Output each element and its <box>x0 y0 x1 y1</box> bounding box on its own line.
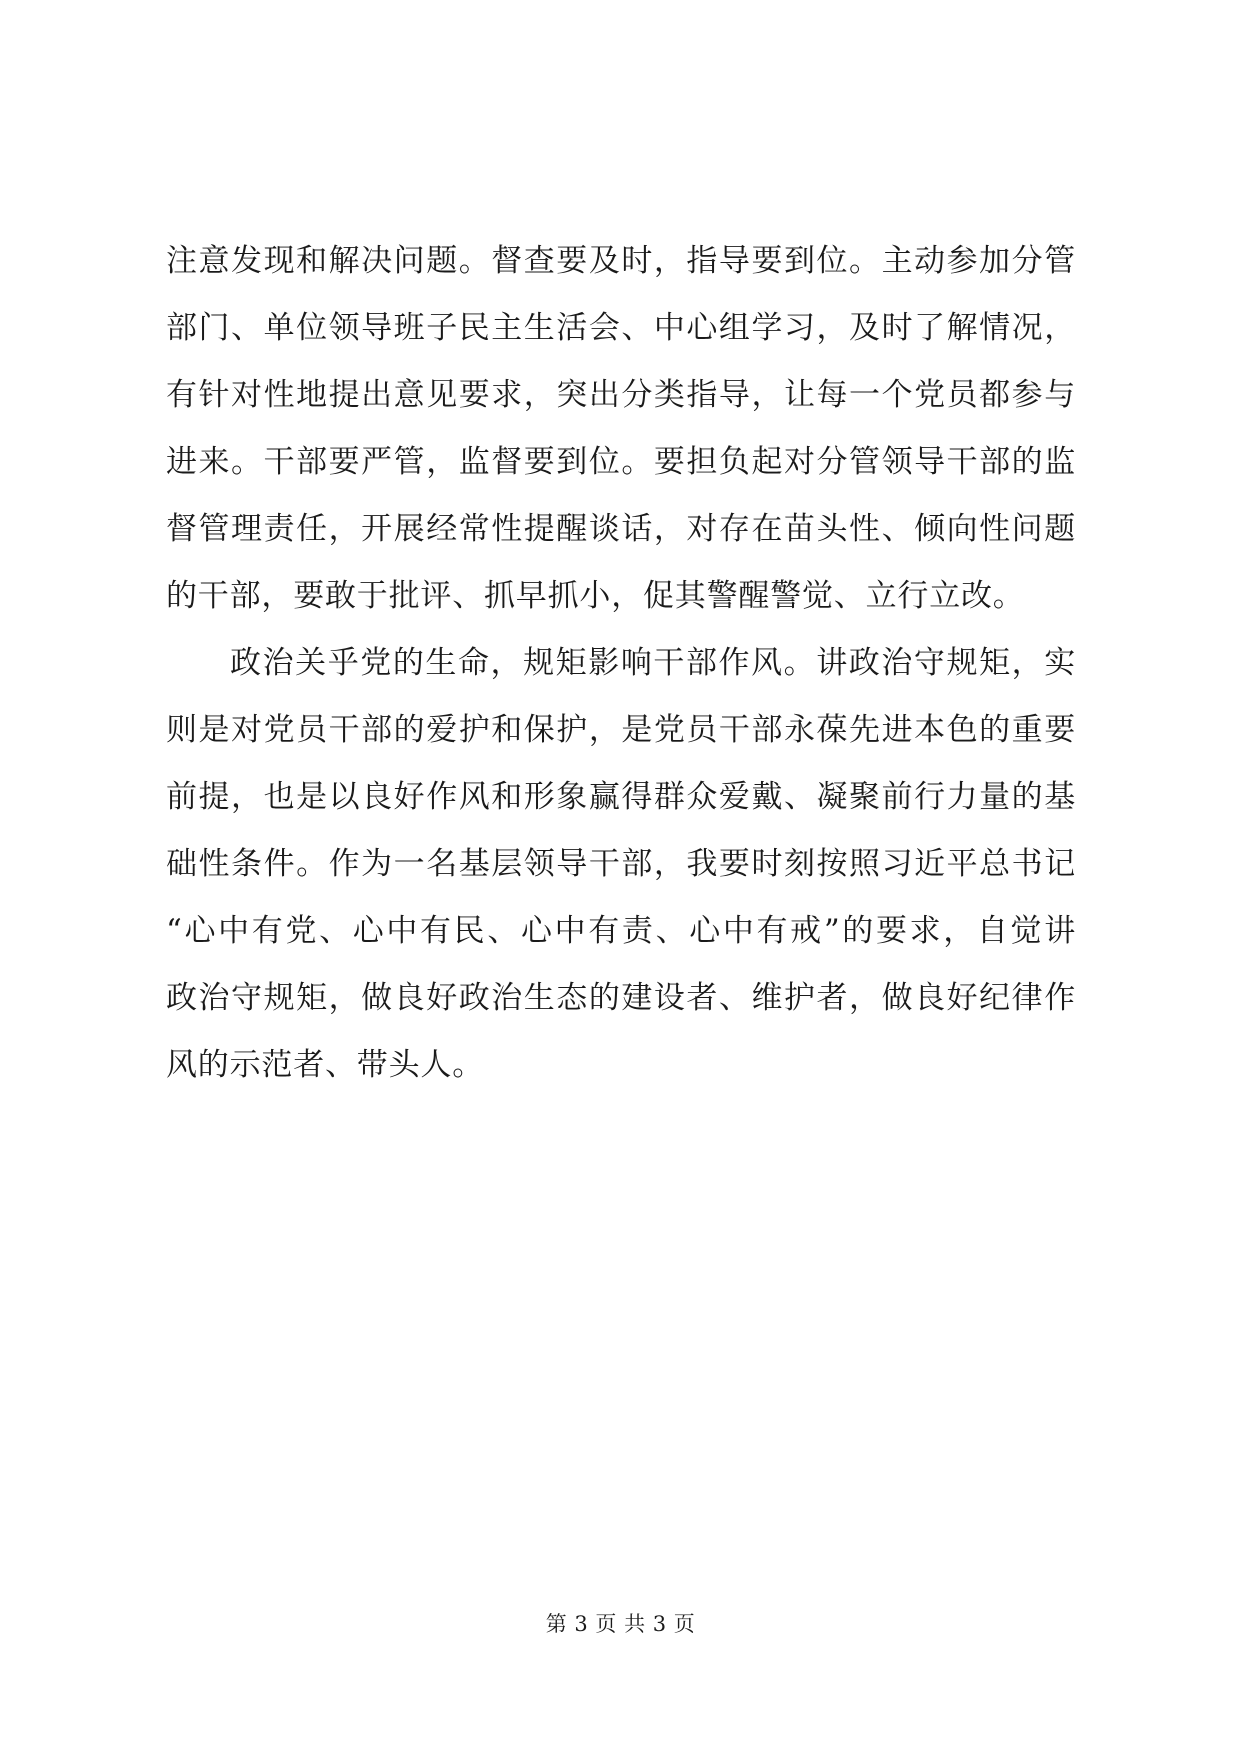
text-line: 政治守规矩，做良好政治生态的建设者、维护者，做良好纪律作 <box>166 980 1076 1016</box>
text-line: 政治关乎党的生命，规矩影响干部作风。讲政治守规矩，实 <box>230 645 1076 681</box>
paragraph-1 <box>166 228 1076 630</box>
text-line: 风的示范者、带头人。 <box>166 1047 484 1083</box>
text-line: 部门、单位领导班子民主生活会、中心组学习，及时了解情况， <box>166 310 1076 346</box>
text-line: 进来。干部要严管，监督要到位。要担负起对分管领导干部的监 <box>166 444 1076 480</box>
text-line: 础性条件。作为一名基层领导干部，我要时刻按照习近平总书记 <box>166 846 1076 882</box>
text-line: 督管理责任，开展经常性提醒谈话，对存在苗头性、倾向性问题 <box>166 511 1076 547</box>
page-number-footer: 第 3 页 共 3 页 <box>545 1612 696 1636</box>
text-line: “心中有党、心中有民、心中有责、心中有戒”的要求，自觉讲 <box>166 913 1076 949</box>
text-line: 的干部，要敢于批评、抓早抓小，促其警醒警觉、立行立改。 <box>166 578 1025 614</box>
text-line: 注意发现和解决问题。督查要及时，指导要到位。主动参加分管 <box>166 243 1076 279</box>
text-line: 有针对性地提出意见要求，突出分类指导，让每一个党员都参与 <box>166 377 1076 413</box>
paragraph-2 <box>166 630 1076 1099</box>
document-body <box>166 228 1076 1099</box>
text-line: 前提，也是以良好作风和形象赢得群众爱戴、凝聚前行力量的基 <box>166 779 1076 815</box>
text-line: 则是对党员干部的爱护和保护，是党员干部永葆先进本色的重要 <box>166 712 1076 748</box>
